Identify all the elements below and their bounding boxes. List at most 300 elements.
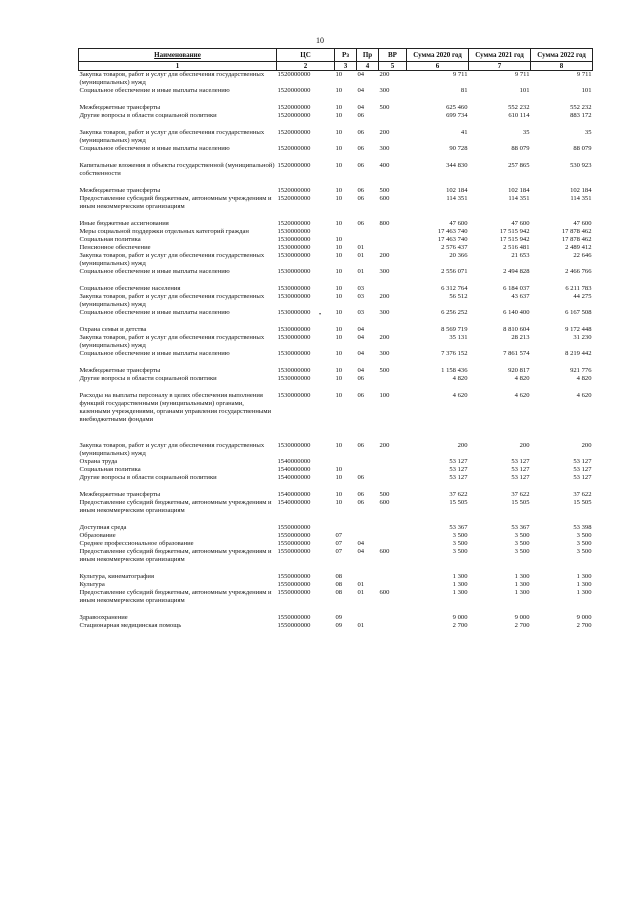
column-number: 2 (277, 62, 335, 71)
cell-sum-2022: 37 622 (573, 491, 592, 498)
cell-sum-2021: 1 300 (514, 589, 530, 596)
cell-name: Социальное обеспечение и иные выплаты населению (79, 268, 230, 275)
cell-pr: 06 (357, 220, 365, 227)
cell-vr: 200 (379, 334, 390, 341)
row-spacer (79, 605, 593, 614)
cell-vr (379, 540, 407, 548)
cell-name: Культура, кинематография (79, 573, 154, 580)
cell-name: Пенсионное обеспечение (79, 244, 151, 251)
cell-rz: 10 (335, 474, 343, 481)
cell-sum-2020: 53 127 (449, 474, 468, 481)
spacer-cell (79, 153, 593, 162)
cell-pr: 06 (357, 195, 365, 202)
cell-rz: 10 (335, 392, 343, 399)
cell-rz: 10 (335, 129, 343, 136)
table-row (79, 71, 593, 88)
cell-cs: 1540000000 (277, 499, 311, 506)
table-row (79, 309, 593, 317)
cell-rz (335, 524, 357, 532)
table-row (79, 524, 593, 532)
cell-sum-2022: 88 079 (573, 145, 592, 152)
cell-pr: 01 (357, 581, 365, 588)
header-row (79, 49, 593, 62)
header-sum-2021: Сумма 2021 год (469, 49, 531, 62)
table-row (79, 442, 593, 458)
cell-name: Закупка товаров, работ и услуг для обеспечения государственных (муниципальных) нужд (79, 442, 265, 457)
cell-rz: 10 (335, 252, 343, 259)
spacer-cell (79, 211, 593, 220)
cell-cs: 1520000000 (277, 87, 311, 94)
cell-cs: 1550000000 (277, 614, 311, 621)
header-sum-2020: Сумма 2020 год (407, 49, 469, 62)
cell-name: Стационарная медицинская помощь (79, 622, 182, 629)
table-row (79, 244, 593, 252)
cell-rz: 07 (335, 548, 343, 555)
table-row (79, 334, 593, 350)
cell-sum-2021: 47 600 (511, 220, 530, 227)
cell-sum-2022: 17 878 462 (561, 228, 592, 235)
row-spacer (79, 276, 593, 285)
cell-rz: 10 (335, 220, 343, 227)
cell-sum-2022: 44 275 (573, 293, 592, 300)
cell-sum-2022: 4 820 (576, 375, 592, 382)
cell-cs: 1530000000 (277, 268, 311, 275)
cell-pr (357, 466, 379, 474)
cell-cs: 1520000000 (277, 71, 311, 78)
cell-cs: 1520000000 (277, 162, 311, 169)
cell-sum-2021: 3 500 (514, 540, 530, 547)
cell-rz: 10 (335, 442, 343, 449)
cell-pr (357, 573, 379, 581)
header-rz: Рз (335, 49, 357, 62)
cell-sum-2020: 7 376 152 (441, 350, 468, 357)
cell-sum-2020: 35 131 (449, 334, 468, 341)
row-spacer (79, 120, 593, 129)
column-number: 6 (407, 62, 469, 71)
column-number: 8 (531, 62, 593, 71)
cell-rz: 07 (335, 540, 343, 547)
cell-vr (379, 236, 407, 244)
cell-rz: 10 (335, 104, 343, 111)
cell-sum-2021: 200 (519, 442, 530, 449)
cell-sum-2020: 41 (460, 129, 468, 136)
budget-table (78, 48, 593, 630)
cell-name: Закупка товаров, работ и услуг для обеспечения государственных (муниципальных) нужд (79, 334, 265, 349)
row-spacer (79, 515, 593, 524)
cell-sum-2021: 920 817 (508, 367, 530, 374)
table-row (79, 87, 593, 95)
cell-cs: 1520000000 (277, 104, 311, 111)
table-row (79, 392, 593, 424)
spacer-cell (79, 358, 593, 367)
cell-name: Охрана семьи и детства (79, 326, 147, 333)
spacer-cell (79, 605, 593, 614)
table-row (79, 252, 593, 268)
cell-rz: 09 (335, 622, 343, 629)
cell-name: Социальная политика (79, 236, 141, 243)
cell-sum-2020: 3 500 (452, 532, 468, 539)
cell-sum-2021: 88 079 (511, 145, 530, 152)
cell-cs: 1530000000 (277, 293, 311, 300)
row-spacer (79, 153, 593, 162)
row-spacer (79, 358, 593, 367)
cell-pr: 01 (357, 252, 365, 259)
header-vr: ВР (379, 49, 407, 62)
cell-sum-2022: 921 776 (570, 367, 592, 374)
table-row (79, 367, 593, 375)
cell-cs: 1520000000 (277, 187, 311, 194)
cell-sum-2020: 699 734 (446, 112, 468, 119)
cell-sum-2022: 2 489 412 (565, 244, 592, 251)
cell-vr (379, 474, 407, 482)
cell-cs: 1520000000 (277, 112, 311, 119)
cell-rz: 10 (335, 268, 343, 275)
cell-rz (335, 458, 357, 466)
cell-name: Социальное обеспечение и иные выплаты населению (79, 145, 230, 152)
cell-pr: 01 (357, 244, 365, 251)
cell-sum-2021: 17 515 942 (499, 236, 530, 243)
table-row (79, 375, 593, 383)
cell-sum-2022: 552 232 (570, 104, 592, 111)
cell-rz: 10 (335, 145, 343, 152)
cell-sum-2021: 37 622 (511, 491, 530, 498)
cell-pr: 04 (357, 350, 365, 357)
row-spacer (79, 317, 593, 326)
cell-sum-2021: 15 505 (511, 499, 530, 506)
cell-pr: 06 (357, 145, 365, 152)
cell-cs: 1530000000 (277, 442, 311, 449)
row-spacer (79, 424, 593, 442)
cell-sum-2020: 1 158 436 (441, 367, 468, 374)
cell-sum-2022: 9 172 448 (565, 326, 592, 333)
cell-vr (379, 375, 407, 383)
cell-cs: 1530000000 (277, 236, 311, 243)
cell-sum-2020: 344 830 (446, 162, 468, 169)
cell-cs: 1550000000 (277, 548, 311, 555)
table-row (79, 187, 593, 195)
cell-sum-2021: 21 653 (511, 252, 530, 259)
table-row (79, 474, 593, 482)
cell-vr: 600 (379, 548, 390, 555)
cell-sum-2022: 53 127 (573, 458, 592, 465)
cell-vr: 200 (379, 293, 390, 300)
cell-sum-2020: 2 576 437 (441, 244, 468, 251)
table-row (79, 195, 593, 211)
cell-cs: 1530000000 (277, 367, 311, 374)
cell-sum-2021: 53 127 (511, 474, 530, 481)
table-row (79, 581, 593, 589)
cell-pr: 06 (357, 392, 365, 399)
table-row (79, 491, 593, 499)
cell-vr: 500 (379, 491, 390, 498)
cell-sum-2021: 9 711 (514, 71, 530, 78)
cell-sum-2021: 1 300 (514, 581, 530, 588)
cell-sum-2021: 53 127 (511, 466, 530, 473)
cell-sum-2022: 1 300 (576, 589, 592, 596)
cell-sum-2021: 53 367 (511, 524, 530, 531)
cell-sum-2020: 114 351 (446, 195, 468, 202)
cell-pr: 06 (357, 474, 365, 481)
cell-vr (379, 112, 407, 120)
cell-name: Социальное обеспечение и иные выплаты населению (79, 350, 230, 357)
cell-rz: 09 (335, 614, 343, 621)
cell-rz: 10 (335, 293, 343, 300)
cell-sum-2022: 102 184 (570, 187, 592, 194)
cell-name: Социальное обеспечение и иные выплаты населению (79, 87, 230, 94)
cell-name: Другие вопросы в области социальной политики (79, 375, 217, 382)
cell-sum-2021: 7 861 574 (503, 350, 530, 357)
cell-cs: 1530000000 (277, 244, 311, 251)
table-row (79, 614, 593, 622)
cell-sum-2020: 53 127 (449, 458, 468, 465)
cell-sum-2021: 3 500 (514, 548, 530, 555)
cell-rz: 10 (335, 244, 343, 251)
spacer-cell (79, 383, 593, 392)
cell-sum-2021: 257 865 (508, 162, 530, 169)
cell-cs: 1540000000 (277, 474, 311, 481)
cell-vr (379, 622, 407, 630)
cell-name: Здравоохранение (79, 614, 128, 621)
cell-pr: 06 (357, 112, 365, 119)
cell-rz: 08 (335, 581, 343, 588)
cell-rz: 10 (335, 87, 343, 94)
cell-cs: 1530000000 (277, 309, 311, 316)
cell-cs: 1550000000 (277, 581, 311, 588)
cell-rz: 10 (335, 236, 343, 243)
cell-sum-2022: 3 500 (576, 540, 592, 547)
cell-vr: 300 (379, 268, 390, 275)
cell-vr (379, 285, 407, 293)
cell-cs: 1530000000 (277, 334, 311, 341)
cell-sum-2020: 17 463 740 (437, 236, 468, 243)
cell-sum-2020: 4 620 (452, 392, 468, 399)
cell-sum-2021: 43 637 (511, 293, 530, 300)
table-row (79, 466, 593, 474)
cell-rz: 10 (335, 334, 343, 341)
cell-sum-2021: 28 213 (511, 334, 530, 341)
table-row (79, 548, 593, 564)
cell-name: Охрана труда (79, 458, 118, 465)
cell-sum-2022: 200 (581, 442, 592, 449)
cell-vr: 500 (379, 104, 390, 111)
cell-pr (357, 532, 379, 540)
cell-vr (379, 532, 407, 540)
table-row (79, 622, 593, 630)
cell-sum-2021: 4 820 (514, 375, 530, 382)
cell-sum-2022: 4 620 (576, 392, 592, 399)
cell-name: Предоставление субсидий бюджетным, автономным учреждениям и иным некоммерческим организациям (79, 589, 272, 604)
table-row (79, 350, 593, 358)
cell-pr: 06 (357, 499, 365, 506)
cell-rz: 07 (335, 532, 343, 539)
cell-pr: 03 (357, 293, 365, 300)
cell-sum-2020: 6 312 764 (441, 285, 468, 292)
spacer-cell (79, 482, 593, 491)
cell-name: Иные бюджетные ассигнования (79, 220, 169, 227)
table-row (79, 236, 593, 244)
cell-cs: 1540000000 (277, 491, 311, 498)
cell-vr: 200 (379, 252, 390, 259)
cell-sum-2021: 35 (522, 129, 530, 136)
cell-pr: 06 (357, 187, 365, 194)
header-cs: ЦС (277, 49, 335, 62)
cell-sum-2022: 53 127 (573, 466, 592, 473)
column-number: 3 (335, 62, 357, 71)
cell-sum-2020: 200 (457, 442, 468, 449)
cell-sum-2021: 2 494 828 (503, 268, 530, 275)
cell-sum-2022: 47 600 (573, 220, 592, 227)
cell-pr (357, 228, 379, 236)
cell-name: Закупка товаров, работ и услуг для обеспечения государственных (муниципальных) нужд (79, 252, 265, 267)
cell-sum-2021: 101 (519, 87, 530, 94)
cell-name: Социальная политика (79, 466, 141, 473)
column-number: 7 (469, 62, 531, 71)
cell-rz: 10 (335, 285, 343, 292)
cell-sum-2022: 8 219 442 (565, 350, 592, 357)
cell-pr: 06 (357, 491, 365, 498)
cell-sum-2021: 2 516 481 (503, 244, 530, 251)
cell-name: Закупка товаров, работ и услуг для обеспечения государственных (муниципальных) нужд (79, 71, 265, 86)
cell-pr (357, 614, 379, 622)
spacer-cell (79, 178, 593, 187)
cell-vr: 500 (379, 367, 390, 374)
spacer-cell (79, 515, 593, 524)
cell-vr: 600 (379, 589, 390, 596)
row-spacer (79, 211, 593, 220)
cell-pr: 04 (357, 104, 365, 111)
cell-sum-2022: 22 646 (573, 252, 592, 259)
cell-sum-2021: 1 300 (514, 573, 530, 580)
cell-rz: 10 (335, 466, 343, 473)
cell-sum-2020: 15 505 (449, 499, 468, 506)
row-spacer (79, 564, 593, 573)
cell-name: Меры социальной поддержки отдельных категорий граждан (79, 228, 249, 235)
table-row (79, 129, 593, 145)
spacer-cell (79, 120, 593, 129)
cell-cs: 1520000000 (277, 145, 311, 152)
column-number: 1 (79, 62, 277, 71)
table-row (79, 104, 593, 112)
cell-pr: 06 (357, 129, 365, 136)
cell-cs: 1520000000 (277, 195, 311, 202)
cell-pr: 03 (357, 285, 365, 292)
cell-rz: 10 (335, 499, 343, 506)
cell-sum-2022: 53 398 (573, 524, 592, 531)
cell-sum-2022: 6 167 508 (565, 309, 592, 316)
row-spacer (79, 95, 593, 104)
cell-sum-2021: 3 500 (514, 532, 530, 539)
cell-sum-2022: 101 (581, 87, 592, 94)
cell-rz: 08 (335, 573, 343, 580)
cell-vr: 300 (379, 145, 390, 152)
cell-sum-2020: 2 556 071 (441, 268, 468, 275)
table-row (79, 228, 593, 236)
cell-name: Расходы на выплаты персоналу в целях обеспечения выполнения функций государственными (муниципальными) органами, казенными учреждениями, органами управления государственными внебюджетными фондами (79, 392, 272, 423)
cell-vr (379, 326, 407, 334)
cell-sum-2022: 530 923 (570, 162, 592, 169)
row-spacer (79, 383, 593, 392)
cell-pr: 04 (357, 540, 365, 547)
column-number: 5 (379, 62, 407, 71)
cell-cs: 1550000000 (277, 524, 311, 531)
cell-rz: 10 (335, 375, 343, 382)
cell-sum-2020: 1 300 (452, 589, 468, 596)
cell-vr: 200 (379, 71, 390, 78)
cell-name: Предоставление субсидий бюджетным, автономным учреждениям и иным некоммерческим организациям (79, 195, 272, 210)
cell-sum-2020: 90 728 (449, 145, 468, 152)
cell-name: Межбюджетные трансферты (79, 187, 161, 194)
table-row (79, 220, 593, 228)
cell-sum-2022: 3 500 (576, 548, 592, 555)
cell-sum-2020: 8 569 719 (441, 326, 468, 333)
cell-pr (357, 458, 379, 466)
cell-vr (379, 458, 407, 466)
cell-rz: 10 (335, 367, 343, 374)
cell-name: Капитальные вложения в объекты государственной (муниципальной) собственности (79, 162, 275, 177)
row-spacer (79, 482, 593, 491)
cell-vr (379, 614, 407, 622)
cell-name: Среднее профессиональное образование (79, 540, 194, 547)
cell-sum-2021: 2 700 (514, 622, 530, 629)
cell-name: Закупка товаров, работ и услуг для обеспечения государственных (муниципальных) нужд (79, 293, 265, 308)
cell-sum-2022: 9 000 (576, 614, 592, 621)
cell-cs: 1540000000 (277, 458, 311, 465)
cell-sum-2022: 1 300 (576, 573, 592, 580)
table-row (79, 162, 593, 178)
spacer-cell (79, 424, 593, 442)
cell-pr: 06 (357, 162, 365, 169)
cell-cs: 1550000000 (277, 622, 311, 629)
cell-sum-2022: 2 466 766 (565, 268, 592, 275)
cell-rz: 10 (335, 112, 343, 119)
cell-pr (357, 236, 379, 244)
cell-sum-2021: 552 232 (508, 104, 530, 111)
cell-cs: 1530000000 (277, 375, 311, 382)
cell-cs: 1520000000 (277, 129, 311, 136)
cell-rz: 10 (335, 309, 343, 316)
cell-sum-2022: 17 878 462 (561, 236, 592, 243)
cell-rz: 10 (335, 195, 343, 202)
cell-vr: 100 (379, 392, 390, 399)
cell-pr (357, 524, 379, 532)
cell-cs: 1550000000 (277, 540, 311, 547)
spacer-cell (79, 317, 593, 326)
cell-vr: 800 (379, 220, 390, 227)
cell-name: Образование (79, 532, 116, 539)
header-sum-2022: Сумма 2022 год (531, 49, 593, 62)
cell-sum-2022: 15 505 (573, 499, 592, 506)
cell-sum-2020: 625 460 (446, 104, 468, 111)
cell-vr (379, 228, 407, 236)
cell-sum-2020: 2 700 (452, 622, 468, 629)
cell-name: Предоставление субсидий бюджетным, автономным учреждениям и иным некоммерческим организациям (79, 499, 272, 514)
cell-vr (379, 244, 407, 252)
cell-sum-2022: 35 (584, 129, 592, 136)
cell-sum-2022: 1 300 (576, 581, 592, 588)
cell-sum-2020: 4 820 (452, 375, 468, 382)
cell-cs: 1550000000 (277, 573, 311, 580)
cell-vr: 600 (379, 195, 390, 202)
table-body (79, 71, 593, 631)
table-row (79, 112, 593, 120)
cell-sum-2020: 1 300 (452, 573, 468, 580)
cell-cs: 1530000000 (277, 326, 311, 333)
cell-cs: 1530000000 (277, 285, 311, 292)
spacer-cell (79, 276, 593, 285)
cell-sum-2022: 2 700 (576, 622, 592, 629)
cell-vr: 500 (379, 187, 390, 194)
cell-sum-2022: 9 711 (576, 71, 592, 78)
